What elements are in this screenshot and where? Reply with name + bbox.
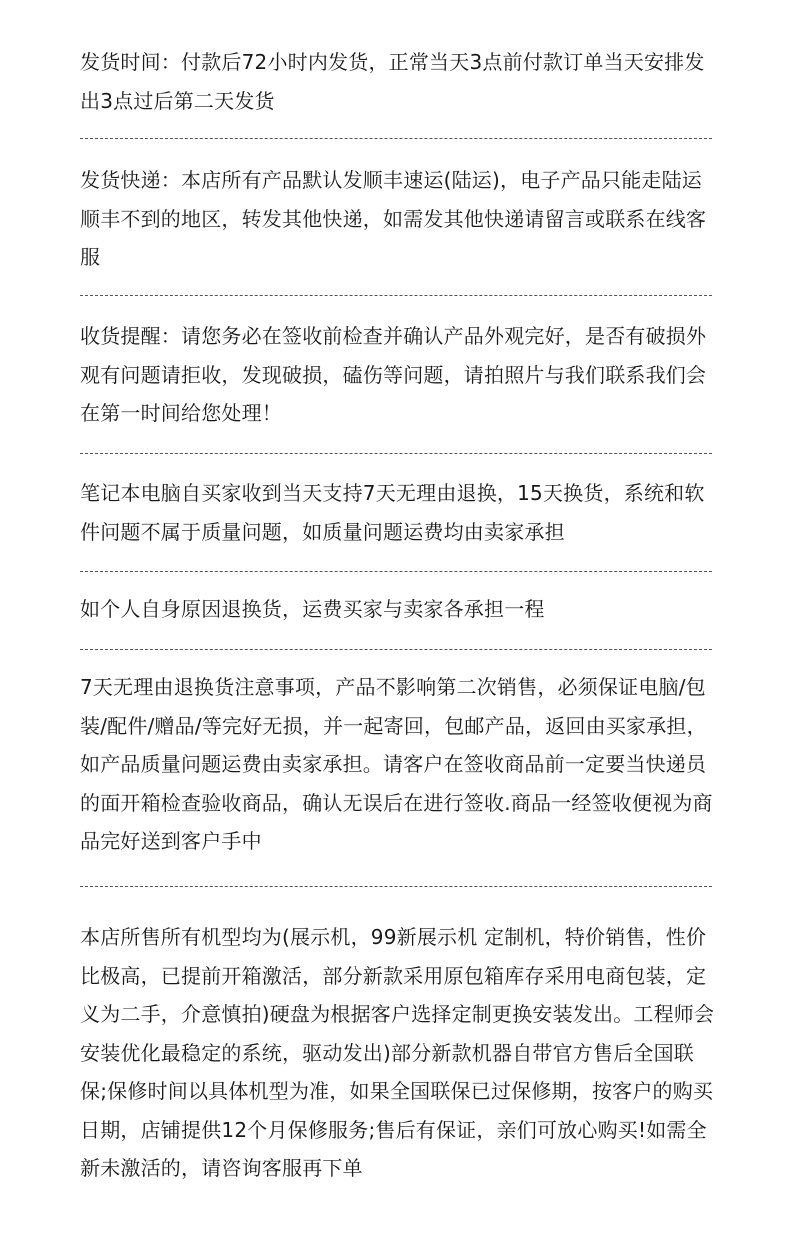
dashed-divider [80, 453, 712, 454]
product-warranty-paragraph: 本店所售所有机型均为(展示机，99新展示机 定制机，特价销售，性价比极高，已提前开箱激活，部分新款采用原包箱库存采用电商包装，定义为二手，介意慎拍)硬盘为根据客户选择定制更换安装发出。工程师会安装优化最稳定的系统，驱动发出)部分新款机器自带官方售后全国联保;保修时间以具体机型为准，如果全国联保已过保修期，按客户的购买日期，店铺提供12个月保修服务;售后有保证，亲们可放心购买!如需全新未激活的，请咨询客服再下单 [80, 925, 715, 1180]
dashed-divider [80, 571, 712, 572]
dashed-divider [80, 138, 712, 139]
delivery-reminder-paragraph: 收货提醒：请您务必在签收前检查并确认产品外观完好，是否有破损外观有问题请拒收，发现破损，磕伤等问题，请拍照片与我们联系我们会在第一时间给您处理！ [80, 324, 707, 425]
dashed-divider [80, 649, 712, 650]
dashed-divider [80, 295, 712, 296]
shipping-time-paragraph: 发货时间：付款后72小时内发货，正常当天3点前付款订单当天安排发出3点过后第二天发货 [80, 50, 705, 113]
laptop-return-policy-paragraph: 笔记本电脑自买家收到当天支持7天无理由退换，15天换货，系统和软件问题不属于质量问题，如质量问题运费均由卖家承担 [80, 481, 705, 544]
shipping-courier-paragraph: 发货快递：本店所有产品默认发顺丰速运(陆运)，电子产品只能走陆运顺丰不到的地区，转发其他快递，如需发其他快递请留言或联系在线客服 [80, 168, 707, 269]
personal-return-shipping-paragraph: 如个人自身原因退换货，运费买家与卖家各承担一程 [80, 597, 545, 621]
return-notes-paragraph: 7天无理由退换货注意事项，产品不影响第二次销售，必须保证电脑/包装/配件/赠品/等完好无损，并一起寄回，包邮产品，返回由买家承担，如产品质量问题运费由卖家承担。请客户在签收商品前一定要当快递员的面开箱检查验收商品，确认无误后在进行签收.商品一经签收便视为商品完好送到客户手中 [80, 675, 713, 853]
dashed-divider [80, 886, 712, 887]
